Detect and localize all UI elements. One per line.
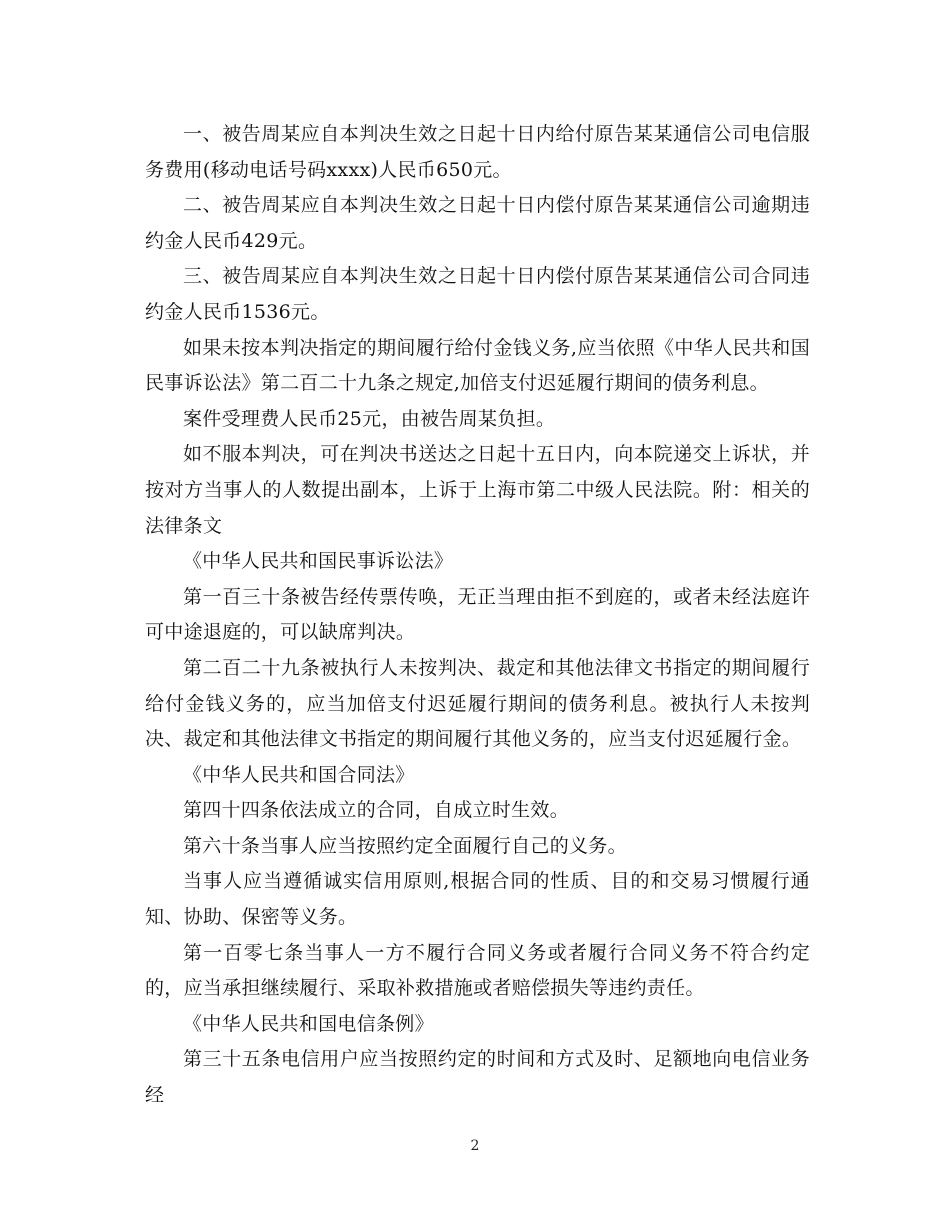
article-44: 第四十四条依法成立的合同，自成立时生效。 [183,799,570,822]
article-107: 第一百零七条当事人一方不履行合同义务或者履行合同义务不符合约定的，应当承担继续履行、采取补救措施或者赔偿损失等违约责任。 [145,941,810,1000]
paragraph-judgment-item-1: 一、被告周某应自本判决生效之日起十日内给付原告某某通信公司电信服务费用(移动电话号码xxxx)人民币650元。 [145,123,810,181]
article-60-paragraph-2: 当事人应当遵循诚实信用原则,根据合同的性质、目的和交易习惯履行通知、协助、保密等义务。 [145,870,810,929]
law-title-telecom-regulations: 《中华人民共和国电信条例》 [183,1012,434,1035]
paragraph-appeal-notice: 如不服本判决，可在判决书送达之日起十五日内，向本院递交上诉状，并按对方当事人的人数提出副本，上诉于上海市第二中级人民法院。附：相关的法律条文 [145,443,810,537]
article-35: 第三十五条电信用户应当按照约定的时间和方式及时、足额地向电信业务经 [145,1048,810,1107]
law-title-contract-law: 《中华人民共和国合同法》 [183,763,415,786]
page-number: 2 [470,1138,480,1154]
paragraph-late-payment-clause: 如果未按本判决指定的期间履行给付金钱义务,应当依照《中华人民共和国民事诉讼法》第二百二十九条之规定,加倍支付迟延履行期间的债务利息。 [145,336,810,395]
article-60: 第六十条当事人应当按照约定全面履行自己的义务。 [183,834,627,857]
article-229: 第二百二十九条被执行人未按判决、裁定和其他法律文书指定的期间履行给付金钱义务的，应当加倍支付迟延履行期间的债务利息。被执行人未按判决、裁定和其他法律文书指定的期间履行其他义务的，应当支付迟延履行金。 [145,656,810,751]
paragraph-judgment-item-3: 三、被告周某应自本判决生效之日起十日内偿付原告某某通信公司合同违约金人民币1536元。 [145,265,810,323]
article-130: 第一百三十条被告经传票传唤，无正当理由拒不到庭的，或者未经法庭许可中途退庭的，可以缺席判决。 [145,585,810,644]
paragraph-case-fee: 案件受理费人民币25元，由被告周某负担。 [183,407,556,430]
document-body [145,117,810,1114]
law-title-civil-procedure: 《中华人民共和国民事诉讼法》 [183,550,454,573]
paragraph-judgment-item-2: 二、被告周某应自本判决生效之日起十日内偿付原告某某通信公司逾期违约金人民币429元。 [145,194,810,252]
